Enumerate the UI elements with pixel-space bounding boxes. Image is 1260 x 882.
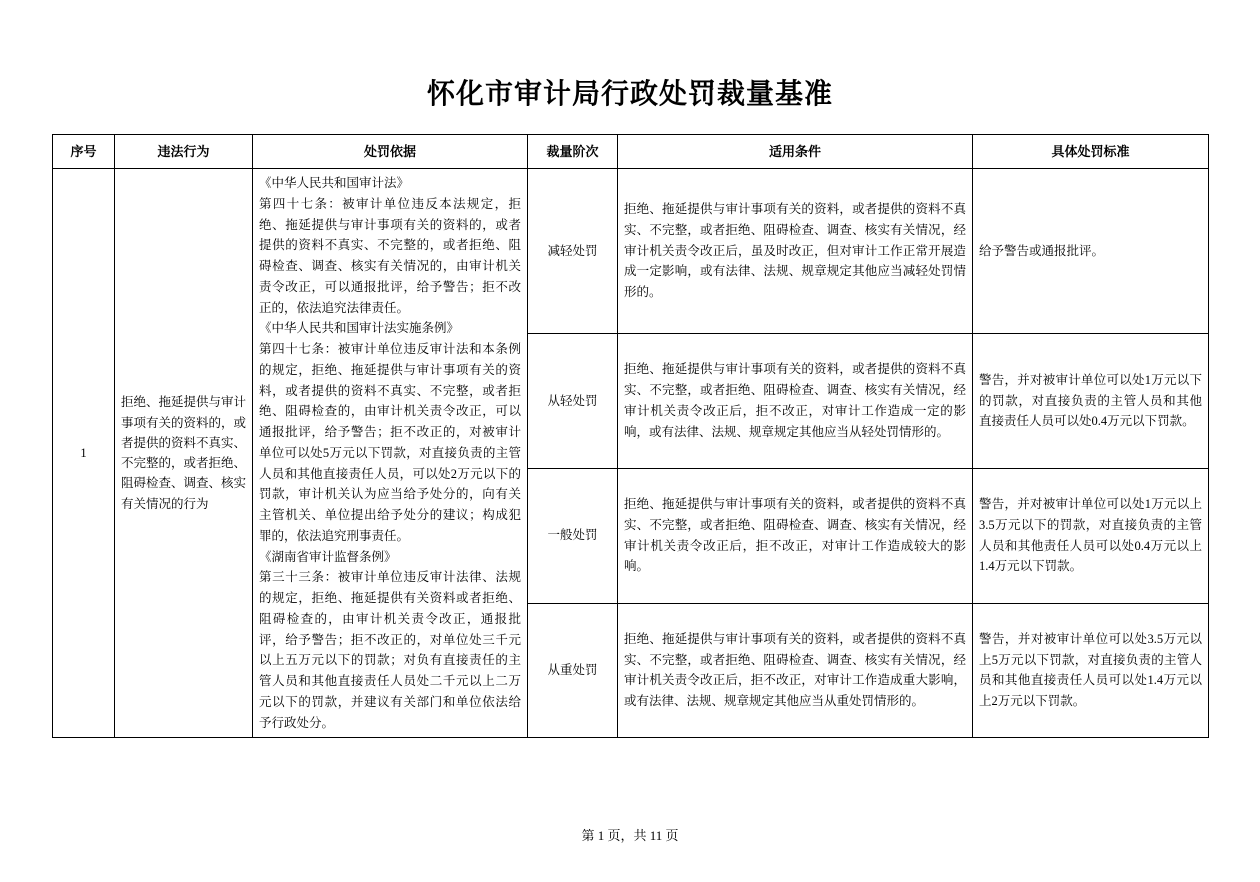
discretion-level: 从重处罚	[528, 603, 618, 738]
applicable-condition: 拒绝、拖延提供与审计事项有关的资料，或者提供的资料不真实、不完整，或者拒绝、阻碍检查、调查、核实有关情况，经审计机关责令改正后，拒不改正，对审计工作造成一定的影响，或有法律、法规、规章规定其他应当从轻处罚情形的。	[618, 334, 973, 469]
applicable-condition: 拒绝、拖延提供与审计事项有关的资料，或者提供的资料不真实、不完整，或者拒绝、阻碍检查、调查、核实有关情况，经审计机关责令改正后，虽及时改正，但对审计工作正常开展造成一定影响，或有法律、法规、规章规定其他应当减轻处罚情形的。	[618, 169, 973, 334]
basis-paragraph: 第三十三条：被审计单位违反审计法律、法规的规定，拒绝、拖延提供有关资料或者拒绝、阻碍检查的，由审计机关责令改正，通报批评，给予警告；拒不改正的，对单位处三千元以上五万元以下的罚款；对负有直接责任的主管人员和其他直接责任人员处二千元以上二万元以下的罚款，并建议有关部门和单位依法给予行政处分。	[259, 570, 521, 730]
table-row	[53, 169, 1209, 334]
discretion-level: 一般处罚	[528, 468, 618, 603]
row-number: 1	[53, 169, 115, 738]
discretion-level: 减轻处罚	[528, 169, 618, 334]
penalty-standard: 警告，并对被审计单位可以处3.5万元以上5万元以下罚款，对直接负责的主管人员和其他直接责任人员可以处1.4万元以上2万元以下罚款。	[973, 603, 1209, 738]
column-header-condition: 适用条件	[618, 135, 973, 169]
column-header-level: 裁量阶次	[528, 135, 618, 169]
table-header-row	[53, 135, 1209, 169]
page-title: 怀化市审计局行政处罚裁量基准	[426, 79, 833, 110]
basis-paragraph: 第四十七条：被审计单位违反审计法和本条例的规定，拒绝、拖延提供与审计事项有关的资料，或者提供的资料不真实、不完整，或者拒绝、阻碍检查的，由审计机关责令改正，可以通报批评，给予警告；拒不改正的，对被审计单位可以处5万元以下罚款，对直接负责的主管人员和其他直接责任人员，可以处2万元以下的罚款，审计机关认为应当给予处分的，向有关主管机关、单位提出给予处分的建议；构成犯罪的，依法追究刑事责任。	[259, 342, 521, 543]
page-footer: 第 1 页，共 11 页	[581, 828, 679, 843]
basis-paragraph: 《中华人民共和国审计法》	[259, 176, 410, 190]
table-container	[0, 134, 1260, 738]
column-header-violation: 违法行为	[115, 135, 253, 169]
violation-description: 拒绝、拖延提供与审计事项有关的资料的，或者提供的资料不真实、不完整的，或者拒绝、阻碍检查、调查、核实有关情况的行为	[115, 169, 253, 738]
column-header-standard: 具体处罚标准	[973, 135, 1209, 169]
penalty-standard: 警告，并对被审计单位可以处1万元以下的罚款，对直接负责的主管人员和其他直接责任人员可以处0.4万元以下罚款。	[973, 334, 1209, 469]
applicable-condition: 拒绝、拖延提供与审计事项有关的资料，或者提供的资料不真实、不完整，或者拒绝、阻碍检查、调查、核实有关情况，经审计机关责令改正后，拒不改正，对审计工作造成较大的影响。	[618, 468, 973, 603]
penalty-basis	[253, 169, 528, 738]
penalty-standard: 警告，并对被审计单位可以处1万元以上3.5万元以下的罚款，对直接负责的主管人员和其他责任人员可以处0.4万元以上1.4万元以下罚款。	[973, 468, 1209, 603]
basis-paragraph: 《中华人民共和国审计法实施条例》	[259, 321, 460, 336]
column-header-basis: 处罚依据	[253, 135, 528, 169]
applicable-condition: 拒绝、拖延提供与审计事项有关的资料，或者提供的资料不真实、不完整，或者拒绝、阻碍检查、调查、核实有关情况，经审计机关责令改正后，拒不改正，对审计工作造成重大影响，或有法律、法规、规章规定其他应当从重处罚情形的。	[618, 603, 973, 738]
basis-paragraph: 《湖南省审计监督条例》	[259, 549, 397, 564]
column-header-no: 序号	[53, 135, 115, 169]
basis-paragraph: 第四十七条：被审计单位违反本法规定，拒绝、拖延提供与审计事项有关的资料的，或者提供的资料不真实、不完整的，或者拒绝、阻碍检查、调查、核实有关情况的，由审计机关责令改正，可以通报批评，给予警告；拒不改正的，依法追究法律责任。	[259, 196, 521, 315]
discretion-standard-table	[52, 134, 1209, 738]
penalty-standard: 给予警告或通报批评。	[973, 169, 1209, 334]
discretion-level: 从轻处罚	[528, 334, 618, 469]
